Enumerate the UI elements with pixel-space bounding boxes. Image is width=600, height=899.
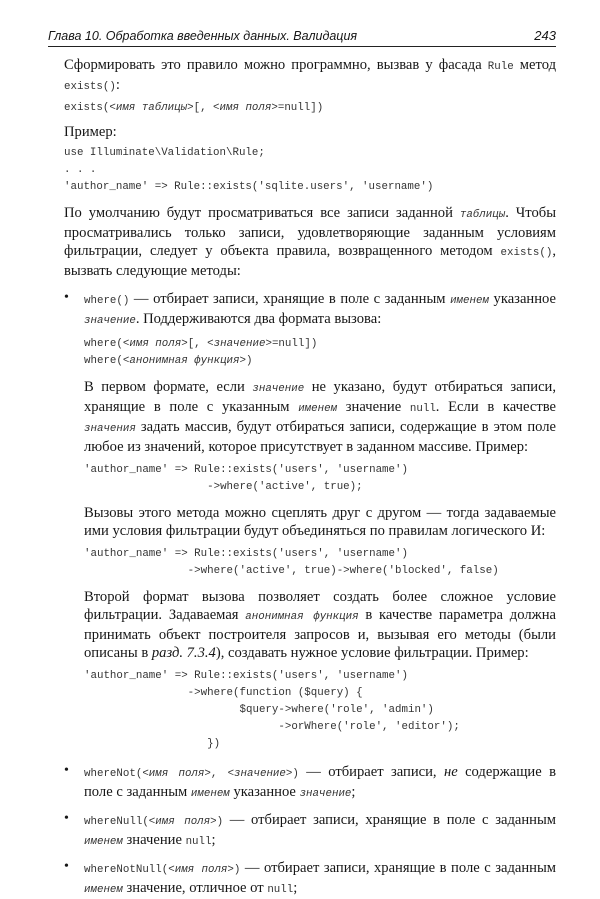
code-inline: exists() xyxy=(500,247,553,259)
term: значение xyxy=(84,315,136,327)
text: . Чтобы просматривались только записи, удовлетворяющие заданным условиям фильтрации, следует у объекта правила, возвращенного методом xyxy=(64,205,556,259)
text: ; xyxy=(293,880,298,896)
code-block-2: 'author_name' => Rule::exists('users', 'username') ->where('active', true); xyxy=(84,464,408,493)
text: — отбирает записи, хранящие в поле с заданным xyxy=(223,812,557,828)
code-inline: Rule xyxy=(487,61,514,73)
first-format-paragraph xyxy=(84,378,556,456)
list-item-where xyxy=(64,290,556,753)
text: метод xyxy=(513,57,556,73)
term: именем xyxy=(84,884,123,896)
text: — отбирает записи, хранящие в поле с заданным xyxy=(240,860,557,876)
intro-paragraph xyxy=(64,56,556,96)
text: , вызвать следующие методы: xyxy=(64,243,556,279)
text: Сформировать это правило можно программно, вызвав у фасада xyxy=(64,57,488,73)
term: значение xyxy=(299,788,352,800)
wherenot-description xyxy=(84,763,556,803)
code-placeholder: <анонимная функция> xyxy=(122,355,246,367)
bullet-icon: • xyxy=(64,763,69,778)
text: значение, отличное от xyxy=(122,880,268,896)
bullet-icon: • xyxy=(64,811,69,826)
code-block-3: 'author_name' => Rule::exists('users', 'username') ->where('active', true)->where('blocked', false) xyxy=(84,548,499,577)
bullet-icon: • xyxy=(64,859,69,874)
code-inline: , xyxy=(210,768,228,780)
term: значения xyxy=(84,423,136,435)
text: По умолчанию будут просматриваться все записи заданной xyxy=(64,205,460,221)
code-inline: null xyxy=(185,836,212,848)
wherenotnull-description xyxy=(84,859,556,899)
where-formats xyxy=(84,336,556,370)
list-item-wherenull xyxy=(64,811,556,851)
chapter-title: Глава 10. Обработка введенных данных. Валидация xyxy=(48,29,358,43)
code-placeholder: <значение> xyxy=(207,338,272,350)
code-inline: ) xyxy=(292,768,299,780)
wherenull-description xyxy=(84,811,556,851)
code-placeholder: <имя поля> xyxy=(122,338,188,350)
filter-paragraph xyxy=(64,204,556,280)
code: =null]) xyxy=(277,102,324,114)
term: именем xyxy=(84,836,123,848)
list-item-wherenot xyxy=(64,763,556,803)
text: В первом формате, если xyxy=(84,379,253,395)
code-placeholder: <имя таблицы> xyxy=(109,102,194,114)
running-header xyxy=(48,28,556,47)
term: именем xyxy=(298,403,338,415)
term: анонимная функция xyxy=(245,611,359,623)
code: [, xyxy=(193,102,214,114)
text: — отбирает записи, хранящие в поле с заданным xyxy=(129,291,451,307)
code-inline: exists() xyxy=(64,81,116,93)
code: exists( xyxy=(64,102,110,114)
code-inline: whereNull( xyxy=(84,816,149,828)
code-inline: where() xyxy=(84,295,130,307)
term: именем xyxy=(190,788,230,800)
where-description xyxy=(84,290,556,330)
code-inline: null xyxy=(267,884,294,896)
text: ), создавать нужное условие фильтрации. Пример: xyxy=(215,645,529,661)
code-inline: null xyxy=(409,403,436,415)
code-inline: whereNot( xyxy=(84,768,143,780)
code: =null]) xyxy=(271,338,318,350)
code-placeholder: <имя поля> xyxy=(213,102,278,114)
bullet-icon: • xyxy=(64,290,69,305)
code-placeholder: <имя поля> xyxy=(142,768,211,780)
code-block-1: use Illuminate\Validation\Rule; . . . 'author_name' => Rule::exists('sqlite.users', 'username') xyxy=(64,147,434,193)
text: содержащие в поле с заданным xyxy=(84,764,556,800)
emphasis: не xyxy=(443,764,458,780)
text: Второй формат вызова позволяет создать более сложное условие фильтрации. Задаваемая xyxy=(84,589,556,623)
code-placeholder: <имя поля> xyxy=(168,864,234,876)
signature-line xyxy=(64,100,556,117)
text: ; xyxy=(211,832,216,848)
example-label: Пример: xyxy=(64,124,117,140)
code-inline: ) xyxy=(233,864,241,876)
text: значение xyxy=(337,399,410,415)
code: where( xyxy=(84,355,123,367)
text: . Если в качестве xyxy=(435,399,556,415)
text: указанное xyxy=(229,784,300,800)
code-inline: ) xyxy=(216,816,224,828)
list-item-wherenotnull xyxy=(64,859,556,899)
text: значение xyxy=(122,832,186,848)
page-body xyxy=(64,56,556,899)
text: . Поддерживаются два формата вызова: xyxy=(135,311,382,327)
code-placeholder: <значение> xyxy=(227,768,293,780)
text: ; xyxy=(351,784,356,800)
term: таблицы xyxy=(459,209,506,221)
code: ) xyxy=(246,355,253,367)
text: — отбирает записи, xyxy=(298,764,444,780)
term: значение xyxy=(252,383,305,395)
term: именем xyxy=(450,295,489,307)
second-format-paragraph xyxy=(84,588,556,662)
chaining-paragraph: Вызовы этого метода можно сцеплять друг с другом — тогда задаваемые ими условия фильтрации будут объединяться по правилам логического И: xyxy=(84,505,556,539)
text: задать массив, будут отбираться записи, содержащие в этом поле любое из значений, которое присутствует в заданном массиве. Пример: xyxy=(84,419,556,455)
code: [, xyxy=(187,338,208,350)
section-reference: разд. 7.3.4 xyxy=(151,645,216,661)
code-placeholder: <имя поля> xyxy=(148,816,217,828)
text: : xyxy=(115,77,120,93)
code-inline: whereNotNull( xyxy=(84,864,169,876)
text: не указано, будут отбираться записи, хранящие в поле с указанным xyxy=(84,379,556,415)
text: в качестве параметра должна принимать объект построителя запросов и, вызывая его методы (были описаны в xyxy=(84,607,556,661)
code-block-4: 'author_name' => Rule::exists('users', 'username') ->where(function ($query) { $query->where('role', 'admin') ->orWhere('role', 'editor'); }) xyxy=(84,670,460,750)
code: where( xyxy=(84,338,123,350)
page-number: 243 xyxy=(534,28,556,43)
text: указанное xyxy=(488,291,556,307)
